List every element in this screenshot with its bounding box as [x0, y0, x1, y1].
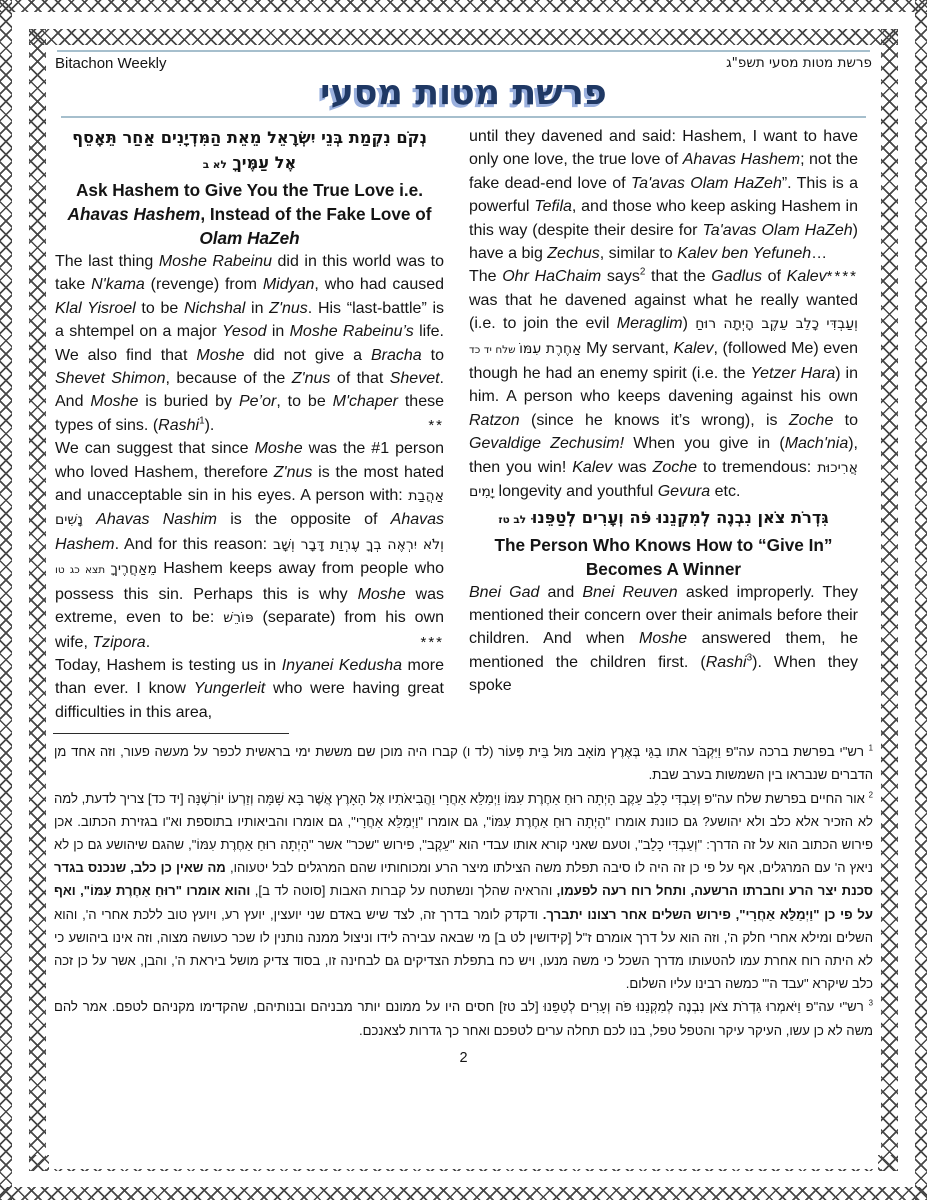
i-run: Ta'avas Olam HaZeh	[630, 174, 782, 192]
text-run: of that	[330, 370, 390, 388]
text-run: ). When they spoke	[469, 653, 858, 695]
i-run: Moshe	[357, 585, 406, 603]
text-run: אֶל עַמֶּיךָ	[226, 153, 297, 172]
text-run: was	[612, 458, 653, 476]
text-run: ; not the fake dead-end love of	[469, 151, 858, 192]
i-run: Ohr HaChaim	[502, 268, 602, 286]
footnote-separator	[53, 733, 289, 734]
text-run: , similar to	[599, 245, 678, 263]
sup-run: 1	[868, 743, 873, 753]
i-run: Ahavas Nashim	[96, 511, 217, 529]
border-pattern-inner-top	[29, 29, 898, 45]
section-heading	[55, 178, 444, 250]
ref-run: לב טז	[498, 513, 527, 526]
i-run: Bnei Gad	[469, 583, 540, 601]
parsha-edition-label: פרשת מטות מסעי תשפ"ג	[726, 55, 872, 71]
i-run: Gevaldige Zechusim!	[469, 435, 625, 453]
newsletter-name: Bitachon Weekly	[55, 55, 167, 72]
i-run: Olam HaZeh	[199, 228, 300, 248]
paragraph	[55, 250, 444, 437]
sup-run: 3	[868, 999, 873, 1008]
i-run: Gevura	[657, 483, 711, 501]
text-run: גִּדְרֹת צֹאן נִבְנֶה לְמִקְנֵנוּ פֹּה וְעָרִים לְטַפֵּנוּ	[526, 507, 829, 527]
text-run: . His “last-battle” is a shtempel on a major	[55, 299, 445, 341]
text-run: Today, Hashem is testing us in	[55, 656, 282, 674]
i-run: Yungerleit	[193, 680, 266, 698]
i-run: Pe’or	[238, 393, 277, 411]
text-run: רש"י בפרשת ברכה עה"פ וַיִּקְבֹּר אתו בַגַּי בְּאֶרֶץ מוֹאָב מוּל בֵּית פְּעוֹר (לד ו) קברו היה מוכן שם מששת ימי בראשית לכפר על מעשה פעור, וזה אחד מן הדברים שנבראו בין השמשות בערב שבת.	[54, 744, 873, 783]
b-run: מה שאין כן כלב, שנכנס בגדר סכנת יצר הרע וחברתו הרשעה, ותחל רוח רעה לפעמו,	[54, 860, 873, 899]
border-pattern-inner-right	[881, 29, 898, 1171]
text-run: more than ever. I know	[55, 656, 445, 698]
text-run: is buried by	[138, 393, 239, 411]
text-run: to	[421, 346, 444, 364]
i-run: Moshe	[90, 393, 139, 411]
i-run: Zechus	[547, 245, 600, 263]
text-run: When you give in (	[624, 435, 785, 453]
text-run: (since he knows it’s wrong), is	[519, 411, 789, 429]
border-pattern-inner-left	[29, 29, 46, 1171]
i-run: Nichshal	[183, 299, 246, 317]
text-run: ) have a big	[469, 221, 858, 263]
text-run: to	[833, 411, 858, 429]
text-run: is the opposite of	[216, 511, 391, 529]
i-run: Ahavas Hashem	[55, 511, 445, 553]
text-run: . And	[55, 370, 444, 411]
left-column	[55, 125, 444, 724]
text-run: The last thing	[55, 253, 159, 270]
section-heading	[469, 533, 858, 581]
text-run: answered them, he mentioned the children first. (	[469, 630, 858, 671]
he-run: אֲרִיכוּת יָמִים	[469, 459, 859, 501]
hebrew-verse-heading-line1: נְקֹם נִקְמַת בְּנֵי יִשְׂרָאֵל מֵאֵת הַמִּדְיָנִים אַחַר תֵּאָסֵף	[72, 128, 427, 147]
i-run: Yetzer Hara	[750, 365, 836, 383]
i-run: Moshe	[196, 346, 245, 364]
page-header	[49, 55, 878, 72]
stars-run: ***	[420, 633, 444, 651]
text-run: .	[145, 633, 151, 651]
sup-run: 3	[746, 652, 753, 664]
i-run: Shevet	[389, 370, 440, 388]
paragraph	[55, 437, 444, 654]
text-run: Ask Hashem to Give You the True Love i.e.	[75, 180, 424, 200]
border-pattern-outer-bottom	[0, 1187, 927, 1200]
text-run: The Person Who Knows How to “Give In” Becomes A Winner	[494, 534, 833, 579]
hebrew-verse-heading	[469, 505, 858, 533]
text-run: …	[811, 245, 828, 263]
i-run: Bracha	[371, 346, 422, 364]
text-run: and	[539, 583, 583, 601]
i-run: Z'nus	[269, 299, 308, 317]
i-run: Tefila	[534, 198, 572, 216]
text-run: My servant,	[581, 339, 674, 357]
text-run: of	[761, 268, 787, 286]
i-run: Moshe Rabeinu’s	[289, 323, 414, 341]
i-run: Gadlus	[711, 268, 762, 286]
sup-run: 2	[868, 790, 873, 800]
i-run: Zoche	[788, 411, 834, 429]
text-run: that the	[645, 268, 712, 286]
i-run: Moshe	[639, 630, 688, 648]
i-run: Yesod	[222, 323, 267, 341]
i-run: Tzipora	[92, 633, 146, 651]
border-pattern-outer-right	[915, 0, 927, 1200]
text-run: , who had caused	[314, 276, 445, 294]
page-content	[49, 47, 878, 1169]
text-run: Hashem keeps away from people who possess this sin. Perhaps this is why	[55, 560, 444, 603]
paragraph	[55, 654, 444, 724]
i-run: Ahavas Hashem	[682, 151, 801, 169]
he-run: וְלֹא יִרְאֶה בְךָ עֶרְוַת דָּבָר וְשָׁב מֵאַחֲרֶיךָ	[110, 536, 444, 578]
text-run: was that he davened against what he really wanted (i.e. to join the evil	[469, 291, 858, 333]
ref-run: לא ב	[202, 159, 227, 171]
page-title: פרשת מטות מסעי	[320, 72, 607, 113]
text-run: ודקדק לומר בדרך זה, לצד שיש באדם שני יועצין, יועץ רע, ויועץ טוב ללכת אחרי ה', והוא השלים ומילא אחרי חלק ה', וזה הוא על דרך אומרם ז"ל [קידושין לט ב] מי שבאה עבירה לידו וניצול ממנה נותנין לו שכר כעושה מצוה, וזה אינו ביהושע כי לא היתה רוח אחרת עמו להטעותו מדרך השכל כי משה מנעו, ויש כח בתפלת הצדיקים גם לבחינה זו, בסוד צדיק מושל ביראת ה', והבן, אשר על כן זכה כלב שיקרא "עבד ה'" כמשה רבינו עליו השלום.	[54, 906, 873, 992]
he-run: וְעַבְדִּי כָלֵב עֵקֶב הָיְתָה רוּחַ אַחֶרֶת עִמּוֹ	[519, 316, 858, 357]
text-run: was the #1 person who loved Hashem, therefore	[55, 440, 445, 481]
text-run: to tremendous:	[697, 458, 818, 476]
text-run: in	[245, 299, 270, 317]
page-number: 2	[459, 1049, 468, 1066]
i-run: Zoche	[652, 458, 698, 476]
footnote-1	[49, 740, 878, 786]
text-run: who were having great difficulties in this area,	[55, 680, 444, 721]
paragraph	[469, 581, 858, 698]
right-column	[469, 125, 858, 724]
i-run: Meraglim	[616, 315, 683, 333]
text-run: The	[469, 268, 503, 286]
text-run: והראיה שהלך ונשתטח על קברות האבות [סוטה לד ב],	[250, 883, 557, 899]
header-rule-bottom	[61, 116, 866, 118]
two-column-body	[49, 125, 878, 724]
he-run: פּוֹרֵשׁ	[223, 610, 254, 627]
text-run: is the most hated and unacceptable sin in his eyes. A person with:	[55, 463, 444, 505]
sup-run: 2	[639, 267, 646, 279]
footnote-2	[49, 787, 878, 996]
text-run: was extreme, even to be:	[55, 585, 445, 627]
i-run: Ratzon	[469, 411, 520, 429]
ref-run: שלח יד כד	[469, 343, 520, 356]
text-run: life. We also find that	[55, 323, 444, 364]
border-pattern-outer-left	[0, 0, 12, 1200]
text-run: , (followed Me) even though he had an enemy spirit (i.e. the	[469, 339, 858, 383]
i-run: M'chaper	[332, 393, 398, 411]
i-run: Rashi	[158, 416, 200, 434]
i-run: Moshe	[254, 440, 303, 458]
i-run: Klal Yisroel	[55, 299, 136, 317]
header-rule-top	[57, 50, 870, 52]
text-run: ”. This is a powerful	[469, 174, 858, 216]
he-run: אַהֲבַת נָשִׁים	[55, 488, 444, 529]
text-run: did not give a	[244, 346, 371, 364]
sup-run: 1	[199, 415, 205, 427]
text-run: We can suggest that since	[55, 440, 255, 458]
text-run: ).	[204, 416, 215, 434]
i-run: Kalev	[572, 458, 613, 476]
text-run: , to be	[276, 393, 333, 411]
text-run: (revenge) from	[144, 276, 263, 294]
text-run: אור החיים בפרשת שלח עה"פ וְעַבְדִּי כָלֵב עֵקֶב הָיְתָה רוּחַ אַחֶרֶת עִמּוֹ וַיְמַלֵּא אַחֲרָי וַהֲבִיאֹתִיו אֶל הָאָרֶץ אֲשֶׁר בָּא שָׁמָּה וְזַרְעוֹ יוֹרִשֶׁנָּה [יד כד] צריך לדעת, למה לא הזכיר אלא כלב ולא יהושע? גם כוונת אומרו "הָיְתָה רוּחַ אַחֶרֶת עִמּוֹ", גם אומרו "וַיְמַלֵּא אַחֲרָי", גם אומרו והביאותיו בתוספת וא"ו בגזירת הכתוב. אכן פירוש הכתוב הוא על זה הדרך: "וְעַבְדִּי כָלֵב", וטעם שאני קורא אותו עבדי הוא "עֵקֶב", פירוש "שכר" אשר "הָיְתָה רוּחַ אַחֶרֶת עִמּוֹ", שהגם שיהושע גם כן לא ניאץ ה' עם המרגלים, אף על פי כן זה היה לו סיבה תפלת משה הצילתו מיצר הרע ומכוחותיו שהם המרגלים לבל יטעוהו,	[54, 790, 873, 876]
text-run: did in this world was to take	[55, 253, 444, 294]
text-run: says	[601, 268, 640, 286]
text-run: these types of sins. (	[55, 393, 444, 434]
ref-run: תצא כג טו	[55, 564, 111, 577]
i-run: N'kama	[91, 276, 145, 294]
i-run: Bnei Reuven	[582, 583, 678, 601]
text-run: , Instead of the Fake Love of	[200, 204, 432, 224]
text-run: . And for this reason:	[114, 535, 273, 553]
text-run: asked improperly. They mentioned their concern over their animals before their children. And when	[469, 583, 859, 648]
text-run: )	[682, 315, 696, 333]
hebrew-verse-heading-line2	[55, 150, 444, 178]
i-run: Ahavas Hashem	[67, 204, 201, 224]
text-run: longevity and youthful	[494, 483, 658, 501]
i-run: Rashi	[705, 653, 747, 671]
footnote-3	[49, 995, 878, 1041]
text-run: in	[266, 323, 290, 341]
i-run: Shevet Shimon	[55, 370, 166, 388]
i-run: Inyanei Kedusha	[281, 656, 403, 674]
text-run: , because of the	[165, 370, 292, 388]
stars-run: **	[428, 416, 444, 434]
i-run: Kalev	[673, 339, 714, 357]
paragraph	[469, 265, 858, 504]
text-run: , and those who keep asking Hashem in this way (despite their desire for	[469, 198, 858, 239]
text-run: ) in him. A person who keeps davening against his own	[469, 365, 858, 406]
i-run: Midyan	[262, 276, 315, 294]
text-run: until they davened and said: Hashem, I want to have only one love, the true love of	[469, 128, 858, 169]
text-run	[83, 511, 96, 528]
i-run: Z'nus	[291, 370, 331, 388]
text-run: ), then you win!	[469, 435, 858, 476]
stars-run: ****	[826, 268, 858, 286]
b-run: והוא אומרו "רוּחַ אַחֶרֶת עִמּוֹ", ואף על פי כן "וַיְמַלֵּא אַחֲרָי", פירוש השלים אחר רצונו יתברך.	[54, 883, 873, 922]
text-run: רש"י עה"פ וַיֹּאמְרוּ גִּדְרֹת צֹאן נִבְנֶה לְמִקְנֵנוּ פֹּה וְעָרִים לְטַפֵּנוּ [לב טז] חסים היו על ממונם יותר מבניהם ובנותיהם, שהקדימו מקניהם לטפם. אמר להם משה לא כן עשו, העיקר עיקר והטפל טפל, בנו לכם תחלה ערים לטפכם ואחר כך גדרות לצאנכם.	[54, 999, 873, 1038]
i-run: Mach'nia	[784, 435, 849, 453]
border-pattern-outer-top	[0, 0, 927, 12]
text-run: (separate) from his own wife,	[55, 609, 444, 651]
i-run: Kalev	[786, 268, 827, 286]
i-run: Z'nus	[273, 463, 313, 481]
text-run: to be	[135, 299, 184, 317]
i-run: Moshe Rabeinu	[158, 253, 272, 270]
i-run: Kalev ben Yefuneh	[677, 245, 812, 263]
text-run: etc.	[710, 483, 741, 501]
i-run: Ta'avas Olam HaZeh	[702, 221, 853, 239]
